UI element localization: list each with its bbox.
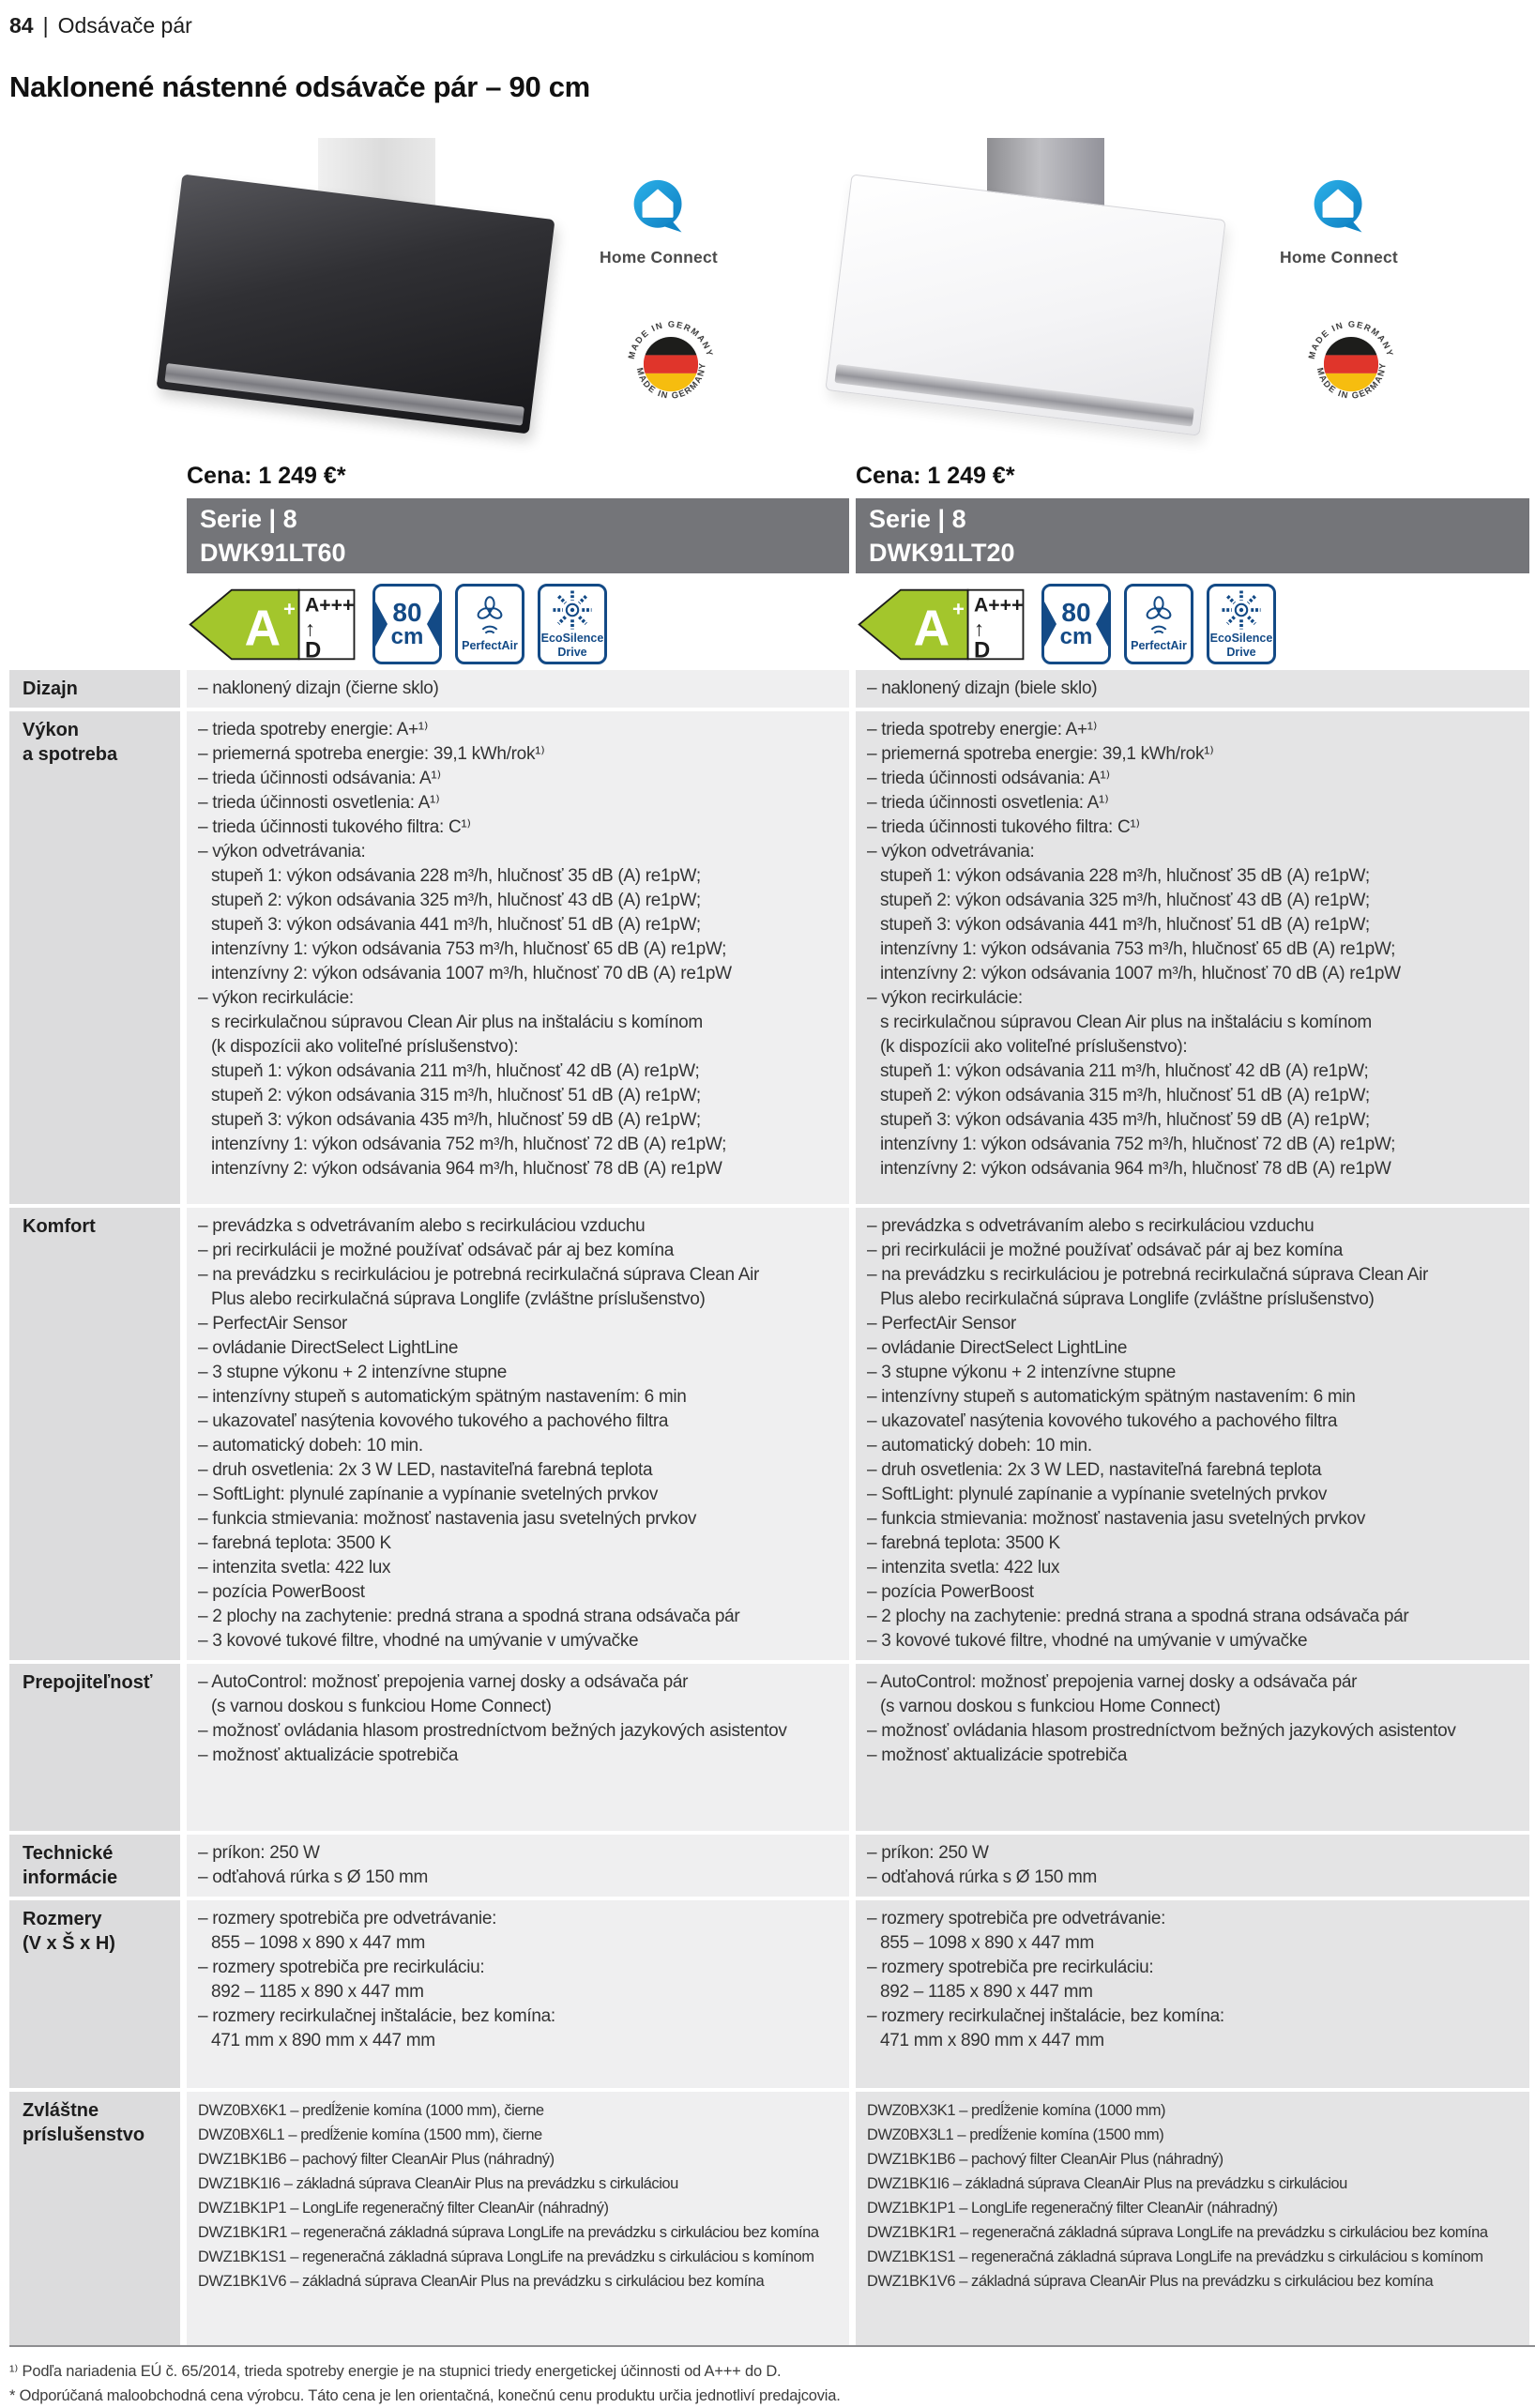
spec-line: – príkon: 250 W <box>867 1843 989 1863</box>
komfort-product-1 <box>187 1208 849 1660</box>
made-in-germany-badge <box>622 312 720 410</box>
row-label-prepojitelnost: Prepojiteľnosť <box>9 1664 180 1831</box>
accessory-line: DWZ0BX3L1 – predĺženie komína (1500 mm) <box>867 2126 1164 2143</box>
technicke-product-2 <box>856 1835 1529 1897</box>
spec-line: stupeň 3: výkon odsávania 441 m³/h, hlučnosť 51 dB (A) re1pW; <box>211 915 701 935</box>
prepojitelnost-product-2 <box>856 1664 1529 1831</box>
made-in-germany-badge <box>1302 312 1400 410</box>
spec-line: – výkon odvetrávania: <box>198 842 366 861</box>
spec-line: – prevádzka s odvetrávaním alebo s recirkuláciou vzduchu <box>198 1216 646 1236</box>
home-connect-label: Home Connect <box>600 248 718 267</box>
spec-line: – rozmery spotrebiča pre recirkuláciu: <box>867 1958 1154 1977</box>
energy-scale-arrow-icon: ↑ <box>974 616 985 640</box>
width-arrow-left-icon <box>375 602 388 647</box>
row-dizajn <box>9 670 1535 708</box>
width-arrow-right-icon <box>1096 602 1108 647</box>
spec-line: intenzívny 1: výkon odsávania 752 m³/h, hlučnosť 72 dB (A) re1pW; <box>211 1135 727 1154</box>
energy-scale-top: A+++ <box>305 594 355 617</box>
spec-line: stupeň 1: výkon odsávania 211 m³/h, hlučnosť 42 dB (A) re1pW; <box>880 1061 1369 1081</box>
product-1-image-area <box>187 129 849 448</box>
spec-line: – trieda účinnosti odsávania: A¹⁾ <box>867 769 1110 788</box>
spec-line: – intenzita svetla: 422 lux <box>198 1558 391 1577</box>
row-komfort <box>9 1208 1535 1660</box>
ecosilence-badge <box>538 584 607 664</box>
spec-table <box>9 670 1535 2347</box>
spec-line: – 3 stupne výkonu + 2 intenzívne stupne <box>198 1363 507 1382</box>
header-divider: | <box>42 13 49 38</box>
rozmery-product-2 <box>856 1900 1529 2088</box>
vykon-product-2 <box>856 711 1529 1204</box>
dizajn-product-1 <box>187 670 849 708</box>
product-2-photo <box>804 138 1254 448</box>
width-value: 80 <box>1061 598 1091 627</box>
spec-line: – výkon recirkulácie: <box>867 988 1023 1008</box>
spec-line: intenzívny 2: výkon odsávania 964 m³/h, hlučnosť 78 dB (A) re1pW <box>880 1159 1391 1179</box>
width-80cm-badge <box>1041 584 1111 664</box>
spec-line: – pozícia PowerBoost <box>867 1582 1034 1602</box>
hood-glass-panel-white <box>825 174 1225 435</box>
spec-line: – AutoControl: možnosť prepojenia varnej dosky a odsávača pár <box>867 1672 1358 1692</box>
spec-line: stupeň 1: výkon odsávania 228 m³/h, hlučnosť 35 dB (A) re1pW; <box>880 866 1370 886</box>
spec-line: (k dispozícii ako voliteľné príslušenstvo): <box>211 1037 519 1057</box>
accessory-line: DWZ1BK1P1 – LongLife regeneračný filter CleanAir (náhradný) <box>867 2200 1278 2217</box>
technicke-product-1 <box>187 1835 849 1897</box>
spec-line: – na prevádzku s recirkuláciou je potrebná recirkulačná súprava Clean Air <box>867 1265 1429 1285</box>
accessory-line: DWZ1BK1R1 – regeneračná základná súprava LongLife na prevádzku s cirkuláciou bez komína <box>198 2224 819 2241</box>
section-name: Odsávače pár <box>57 13 192 38</box>
home-connect-logo <box>1259 177 1419 267</box>
spec-line: – automatický dobeh: 10 min. <box>867 1436 1092 1455</box>
spec-line: – trieda účinnosti osvetlenia: A¹⁾ <box>198 793 440 813</box>
spec-line: – farebná teplota: 3500 K <box>867 1533 1060 1553</box>
spec-line: – rozmery spotrebiča pre recirkuláciu: <box>198 1958 485 1977</box>
spec-line: – farebná teplota: 3500 K <box>198 1533 391 1553</box>
dizajn-product-2 <box>856 670 1529 708</box>
spec-line: – možnosť aktualizácie spotrebiča <box>867 1745 1128 1765</box>
spec-line: – možnosť ovládania hlasom prostredníctvom bežných jazykových asistentov <box>867 1721 1456 1741</box>
spec-line: stupeň 2: výkon odsávania 325 m³/h, hlučnosť 43 dB (A) re1pW; <box>211 891 701 910</box>
spec-line: – trieda spotreby energie: A+¹⁾ <box>198 720 429 739</box>
spec-line: 892 – 1185 x 890 x 447 mm <box>211 1982 424 2002</box>
row-prepojitelnost <box>9 1664 1535 1831</box>
spec-line: – možnosť aktualizácie spotrebiča <box>198 1745 459 1765</box>
home-connect-icon <box>1308 177 1370 239</box>
spec-line: – priemerná spotreba energie: 39,1 kWh/rok¹⁾ <box>198 744 545 764</box>
accessory-line: DWZ1BK1V6 – základná súprava CleanAir Plus na prevádzku s cirkuláciou bez komína <box>198 2273 765 2290</box>
page-title: Naklonené nástenné odsávače pár – 90 cm <box>9 70 590 103</box>
ecosilence-label-line2: Drive <box>557 646 587 659</box>
page-number: 84 <box>9 13 34 38</box>
row-vykon-a-spotreba <box>9 711 1535 1204</box>
spec-line: 855 – 1098 x 890 x 447 mm <box>211 1933 426 1953</box>
spec-line: intenzívny 2: výkon odsávania 1007 m³/h, hlučnosť 70 dB (A) re1pW <box>211 964 732 983</box>
spec-line: – ukazovateľ nasýtenia kovového tukového a pachového filtra <box>198 1411 669 1431</box>
spec-line: – výkon odvetrávania: <box>867 842 1035 861</box>
row-label-dizajn: Dizajn <box>9 670 180 708</box>
accessory-line: DWZ1BK1V6 – základná súprava CleanAir Plus na prevádzku s cirkuláciou bez komína <box>867 2273 1434 2290</box>
ecosilence-motor-icon <box>1221 589 1262 631</box>
perfectair-label: PerfectAir <box>1131 639 1187 653</box>
footnotes <box>9 2359 1535 2408</box>
row-label-rozmery: Rozmery (V x Š x H) <box>9 1900 180 2088</box>
komfort-product-2 <box>856 1208 1529 1660</box>
energy-scale-bottom: D <box>305 636 322 663</box>
spec-line: – automatický dobeh: 10 min. <box>198 1436 423 1455</box>
spec-line: (k dispozícii ako voliteľné príslušenstvo): <box>880 1037 1188 1057</box>
spec-line: Plus alebo recirkulačná súprava Longlife (zvláštne príslušenstvo) <box>880 1289 1375 1309</box>
spec-line: – funkcia stmievania: možnosť nastavenia jasu svetelných prvkov <box>867 1509 1366 1529</box>
perfectair-label: PerfectAir <box>462 639 518 653</box>
spec-line: – trieda účinnosti tukového filtra: C¹⁾ <box>867 817 1140 837</box>
spec-line: – odťahová rúrka s Ø 150 mm <box>867 1867 1098 1887</box>
energy-scale-top: A+++ <box>974 594 1024 617</box>
accessory-line: DWZ1BK1S1 – regeneračná základná súprava LongLife na prevádzku s cirkuláciou s komínom <box>867 2248 1483 2265</box>
energy-class-letter: A <box>244 601 281 657</box>
accessory-line: DWZ1BK1B6 – pachový filter CleanAir Plus (náhradný) <box>198 2151 555 2168</box>
spec-line: – pri recirkulácii je možné používať odsávač pár aj bez komína <box>198 1241 675 1260</box>
spec-line: stupeň 2: výkon odsávania 315 m³/h, hlučnosť 51 dB (A) re1pW; <box>211 1086 701 1105</box>
spec-line: (s varnou doskou s funkciou Home Connect) <box>880 1697 1221 1716</box>
energy-label-badge <box>187 585 359 664</box>
perfectair-badge <box>455 584 524 664</box>
accessory-line: DWZ1BK1S1 – regeneračná základná súprava LongLife na prevádzku s cirkuláciou s komínom <box>198 2248 814 2265</box>
spec-line: – priemerná spotreba energie: 39,1 kWh/rok¹⁾ <box>867 744 1214 764</box>
home-connect-logo <box>579 177 738 267</box>
ecosilence-label-line1: EcoSilence <box>1209 631 1273 645</box>
spec-line: – rozmery recirkulačnej inštalácie, bez komína: <box>867 2006 1224 2026</box>
model-number: DWK91LT20 <box>869 539 1015 567</box>
energy-class-plus: + <box>952 596 965 620</box>
spec-line: – 2 plochy na zachytenie: predná strana a spodná strana odsávača pár <box>867 1607 1409 1626</box>
spec-line: 471 mm x 890 mm x 447 mm <box>880 2031 1104 2050</box>
spec-line: – funkcia stmievania: možnosť nastavenia jasu svetelných prvkov <box>198 1509 697 1529</box>
accessory-line: DWZ1BK1P1 – LongLife regeneračný filter CleanAir (náhradný) <box>198 2200 609 2217</box>
row-label-komfort: Komfort <box>9 1208 180 1660</box>
spec-line: – odťahová rúrka s Ø 150 mm <box>198 1867 429 1887</box>
product-1-series-banner <box>187 498 849 573</box>
footnote-price-disclaimer: * Odporúčaná maloobchodná cena výrobcu. Táto cena je len orientačná, konečnú cenu produktu určia jednotliví predajcovia. <box>9 2387 841 2404</box>
energy-class-plus: + <box>283 596 296 620</box>
spec-line: intenzívny 1: výkon odsávania 753 m³/h, hlučnosť 65 dB (A) re1pW; <box>211 939 727 959</box>
model-number: DWK91LT60 <box>200 539 346 567</box>
spec-line: – SoftLight: plynulé zapínanie a vypínanie svetelných prvkov <box>867 1485 1328 1504</box>
spec-line: – možnosť ovládania hlasom prostredníctvom bežných jazykových asistentov <box>198 1721 787 1741</box>
accessory-line: DWZ1BK1B6 – pachový filter CleanAir Plus (náhradný) <box>867 2151 1223 2168</box>
row-technicke-informacie <box>9 1835 1535 1897</box>
spec-line: – ukazovateľ nasýtenia kovového tukového a pachového filtra <box>867 1411 1338 1431</box>
product-2-header <box>856 129 1529 666</box>
spec-line: – naklonený dizajn (čierne sklo) <box>198 678 439 698</box>
row-rozmery <box>9 1900 1535 2088</box>
accessory-line: DWZ0BX3K1 – predĺženie komína (1000 mm) <box>867 2102 1166 2119</box>
spec-line: – rozmery spotrebiča pre odvetrávanie: <box>867 1909 1166 1928</box>
row-label-vykon: Výkon a spotreba <box>9 711 180 1204</box>
energy-class-letter: A <box>913 601 950 657</box>
spec-line: – 3 kovové tukové filtre, vhodné na umývanie v umývačke <box>198 1631 639 1651</box>
spec-line: intenzívny 2: výkon odsávania 964 m³/h, hlučnosť 78 dB (A) re1pW <box>211 1159 722 1179</box>
spec-line: – druh osvetlenia: 2x 3 W LED, nastaviteľná farebná teplota <box>198 1460 653 1480</box>
spec-line: 892 – 1185 x 890 x 447 mm <box>880 1982 1093 2002</box>
made-in-germany-icon <box>1302 312 1400 410</box>
row-label-technicke: Technické informácie <box>9 1835 180 1897</box>
ecosilence-label-line1: EcoSilence <box>540 631 604 645</box>
home-connect-label: Home Connect <box>1280 248 1398 267</box>
spec-line: – prevádzka s odvetrávaním alebo s recirkuláciou vzduchu <box>867 1216 1315 1236</box>
spec-line: – ovládanie DirectSelect LightLine <box>198 1338 459 1358</box>
spec-line: – PerfectAir Sensor <box>867 1314 1017 1334</box>
made-in-germany-icon <box>622 312 720 410</box>
spec-line: – výkon recirkulácie: <box>198 988 354 1008</box>
row-label-zvlastne: Zvláštne príslušenstvo <box>9 2092 180 2345</box>
spec-line: – intenzita svetla: 422 lux <box>867 1558 1060 1577</box>
spec-line: – 2 plochy na zachytenie: predná strana a spodná strana odsávača pár <box>198 1607 740 1626</box>
made-in-germany-bottom-text: MADE IN GERMANY <box>634 361 707 401</box>
spec-line: – AutoControl: možnosť prepojenia varnej dosky a odsávača pár <box>198 1672 689 1692</box>
spec-line: stupeň 3: výkon odsávania 435 m³/h, hlučnosť 59 dB (A) re1pW; <box>880 1110 1370 1130</box>
spec-line: stupeň 3: výkon odsávania 435 m³/h, hlučnosť 59 dB (A) re1pW; <box>211 1110 701 1130</box>
spec-line: – naklonený dizajn (biele sklo) <box>867 678 1098 698</box>
spec-line: – trieda účinnosti osvetlenia: A¹⁾ <box>867 793 1109 813</box>
vykon-product-1 <box>187 711 849 1204</box>
accessory-line: DWZ1BK1I6 – základná súprava CleanAir Plus na prevádzku s cirkuláciou <box>198 2175 678 2192</box>
spec-line: intenzívny 2: výkon odsávania 1007 m³/h, hlučnosť 70 dB (A) re1pW <box>880 964 1401 983</box>
product-2-image-area <box>856 129 1529 448</box>
width-arrow-right-icon <box>427 602 439 647</box>
spec-line: – druh osvetlenia: 2x 3 W LED, nastaviteľná farebná teplota <box>867 1460 1322 1480</box>
spec-line: – rozmery recirkulačnej inštalácie, bez komína: <box>198 2006 555 2026</box>
hood-glass-panel-black <box>156 174 555 434</box>
perfectair-fan-icon <box>468 595 511 638</box>
series-name: Serie | 8 <box>869 505 966 533</box>
accessory-line: DWZ1BK1I6 – základná súprava CleanAir Plus na prevádzku s cirkuláciou <box>867 2175 1347 2192</box>
spec-line: s recirkulačnou súpravou Clean Air plus na inštaláciu s komínom <box>211 1013 703 1032</box>
made-in-germany-top-text: MADE IN GERMANY <box>626 319 715 360</box>
spec-line: – 3 stupne výkonu + 2 intenzívne stupne <box>867 1363 1176 1382</box>
prislusenstvo-product-2 <box>856 2092 1529 2345</box>
spec-line: stupeň 1: výkon odsávania 228 m³/h, hlučnosť 35 dB (A) re1pW; <box>211 866 701 886</box>
rozmery-product-1 <box>187 1900 849 2088</box>
spec-line: – ovládanie DirectSelect LightLine <box>867 1338 1128 1358</box>
ecosilence-motor-icon <box>552 589 593 631</box>
product-2-series-banner <box>856 498 1529 573</box>
spec-line: 471 mm x 890 mm x 447 mm <box>211 2031 435 2050</box>
width-value: 80 <box>392 598 422 627</box>
spec-line: – pozícia PowerBoost <box>198 1582 365 1602</box>
spec-line: – rozmery spotrebiča pre odvetrávanie: <box>198 1909 497 1928</box>
spec-line: s recirkulačnou súpravou Clean Air plus na inštaláciu s komínom <box>880 1013 1372 1032</box>
prepojitelnost-product-1 <box>187 1664 849 1831</box>
spec-line: – trieda spotreby energie: A+¹⁾ <box>867 720 1098 739</box>
spec-line: – trieda účinnosti odsávania: A¹⁾ <box>198 769 441 788</box>
spec-line: (s varnou doskou s funkciou Home Connect) <box>211 1697 552 1716</box>
spec-line: stupeň 2: výkon odsávania 315 m³/h, hlučnosť 51 dB (A) re1pW; <box>880 1086 1370 1105</box>
prislusenstvo-product-1 <box>187 2092 849 2345</box>
spec-line: stupeň 2: výkon odsávania 325 m³/h, hlučnosť 43 dB (A) re1pW; <box>880 891 1370 910</box>
spec-line: – trieda účinnosti tukového filtra: C¹⁾ <box>198 817 471 837</box>
product-1-badges <box>187 582 849 666</box>
accessory-line: DWZ1BK1R1 – regeneračná základná súprava LongLife na prevádzku s cirkuláciou bez komína <box>867 2224 1488 2241</box>
spec-line: – intenzívny stupeň s automatickým spätným nastavením: 6 min <box>867 1387 1356 1407</box>
energy-label-badge <box>856 585 1028 664</box>
width-unit: cm <box>390 624 424 649</box>
spec-line: – 3 kovové tukové filtre, vhodné na umývanie v umývačke <box>867 1631 1308 1651</box>
width-unit: cm <box>1059 624 1093 649</box>
spec-line: intenzívny 1: výkon odsávania 752 m³/h, hlučnosť 72 dB (A) re1pW; <box>880 1135 1396 1154</box>
spec-line: Plus alebo recirkulačná súprava Longlife (zvláštne príslušenstvo) <box>211 1289 706 1309</box>
spec-line: – na prevádzku s recirkuláciou je potrebná recirkulačná súprava Clean Air <box>198 1265 760 1285</box>
perfectair-badge <box>1124 584 1193 664</box>
product-2-badges <box>856 582 1529 666</box>
energy-scale-bottom: D <box>974 636 991 663</box>
product-2-price: Cena: 1 249 €* <box>856 463 1015 489</box>
spec-line: – intenzívny stupeň s automatickým spätným nastavením: 6 min <box>198 1387 687 1407</box>
accessory-line: DWZ0BX6K1 – predĺženie komína (1000 mm), čierne <box>198 2102 544 2119</box>
product-1-price: Cena: 1 249 €* <box>187 463 346 489</box>
ecosilence-badge <box>1207 584 1276 664</box>
spec-line: intenzívny 1: výkon odsávania 753 m³/h, hlučnosť 65 dB (A) re1pW; <box>880 939 1396 959</box>
made-in-germany-bottom-text: MADE IN GERMANY <box>1315 361 1388 401</box>
spec-line: 855 – 1098 x 890 x 447 mm <box>880 1933 1095 1953</box>
spec-line: stupeň 1: výkon odsávania 211 m³/h, hlučnosť 42 dB (A) re1pW; <box>211 1061 700 1081</box>
page-header <box>9 13 1535 38</box>
product-header-grid <box>9 129 1535 666</box>
spec-line: – SoftLight: plynulé zapínanie a vypínanie svetelných prvkov <box>198 1485 659 1504</box>
made-in-germany-top-text: MADE IN GERMANY <box>1306 319 1395 360</box>
footnote-energy-regulation: ¹⁾ Podľa nariadenia EÚ č. 65/2014, trieda spotreby energie je na stupnici triedy energetickej účinnosti od A+++ do D. <box>9 2363 782 2380</box>
product-1-header <box>187 129 849 666</box>
row-zvlastne-prislusenstvo <box>9 2092 1535 2345</box>
accessory-line: DWZ0BX6L1 – predĺženie komína (1500 mm), čierne <box>198 2126 542 2143</box>
perfectair-fan-icon <box>1137 595 1180 638</box>
spec-line: stupeň 3: výkon odsávania 441 m³/h, hlučnosť 51 dB (A) re1pW; <box>880 915 1370 935</box>
energy-scale-arrow-icon: ↑ <box>305 616 316 640</box>
spec-line: – PerfectAir Sensor <box>198 1314 348 1334</box>
home-connect-icon <box>628 177 690 239</box>
width-80cm-badge <box>372 584 442 664</box>
product-1-photo <box>135 138 585 448</box>
series-name: Serie | 8 <box>200 505 297 533</box>
width-arrow-left-icon <box>1044 602 1056 647</box>
spec-line: – pri recirkulácii je možné používať odsávač pár aj bez komína <box>867 1241 1344 1260</box>
ecosilence-label-line2: Drive <box>1226 646 1256 659</box>
spec-line: – príkon: 250 W <box>198 1843 320 1863</box>
